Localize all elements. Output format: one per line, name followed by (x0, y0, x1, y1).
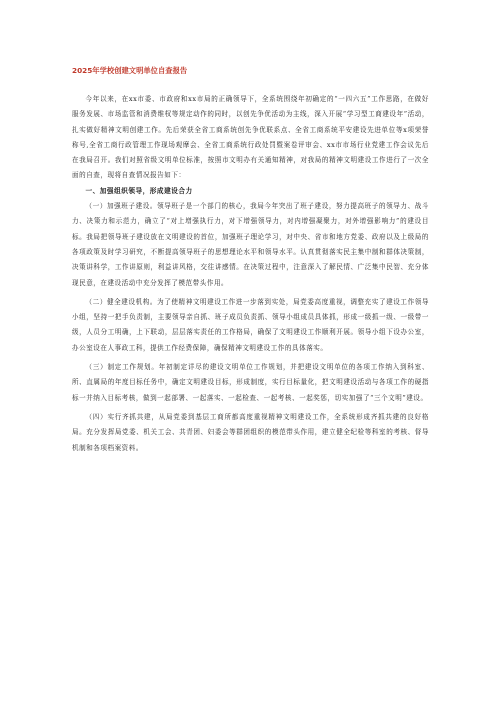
body-paragraph: （三）制定工作规划。年初制定详尽的建设文明单位工作规划，并把建设文明单位的各项工作纳入到科室、所、直属局的年度目标任务中，确定文明建设目标，形成制度，实行目标量化，把文明建设活动与各项工作的硬指标一并纳入目标考核，做到一起部署、一起落实、一起检查、一起考核、一起奖惩，切实加强了“三个文明”建设。 (72, 363, 429, 402)
intro-paragraph: 今年以来，在xx市委、市政府和xx市局的正确领导下，全系统围绕年初确定的“一四六五”工作思路，在做好服务发展、市场监管和消费维权等规定动作的同时，以创先争优活动为主线，深入开展“学习型工商建设年”活动，扎实做好精神文明创建工作。先后荣获全省工商系统创先争优联系点、全省工商系统平安建设先进单位等x项荣誉称号,全省工商行政管理工作现场观摩会、全省工商系统行政处罚暨案卷评审会、xx市市场行业党建工作会议先后在我局召开。我们对照省级文明单位标准，按照市文明办有关通知精神，对我局的精神文明建设工作进行了一次全面的自查，现将自查情况报告如下： (72, 95, 429, 180)
body-paragraph: （一）加强班子建设。领导班子是一个部门的核心，我局今年突出了班子建设，努力提高班子的领导力、战斗力、决策力和示范力，确立了“对上增强执行力，对下增强领导力，对内增强凝聚力，对外增强影响力”的建设目标。我局把领导班子建设放在文明建设的首位，加强班子理论学习，对中央、省市和地方党委、政府以及上级局的各项政策及时学习研究，不断提高领导班子的思想理论水平和领导水平。认真贯彻落实民主集中制和群体决策制，决策讲科学，工作讲原则，利益讲风格，交往讲感情。在决策过程中，注意深入了解民情、广泛集中民智、充分体现民意，在建设活动中充分发挥了模范带头作用。 (72, 202, 429, 287)
body-paragraph: （四）实行齐抓共建，从局党委到基层工商所都高度重视精神文明建设工作，全系统形成齐抓共建的良好格局。充分发挥局党委、机关工会、共青团、妇委会等群团组织的模范带头作用，建立健全纪检等科室的考核、督导机制和各项档案资料。 (72, 412, 429, 452)
section-heading: 一、加强组织领导，形成建设合力 (85, 186, 193, 195)
document-title: 2025年学校创建文明单位自查报告 (72, 66, 188, 75)
body-paragraph: （二）健全建设机构。为了使精神文明建设工作进一步落到实处，局党委高度重视，调整充实了建设工作领导小组，坚持一把手负责制，主要领导亲自抓、班子成员负责抓、领导小组成员具体抓，形成一级抓一级、一级带一级，人员分工明确，上下联动，层层落实责任的工作格局，确保了文明建设工作顺利开展。领导小组下设办公室，办公室设在人事政工科，提供工作经费保障，确保精神文明建设工作的具体落实。 (72, 297, 429, 352)
document-body (72, 92, 429, 456)
